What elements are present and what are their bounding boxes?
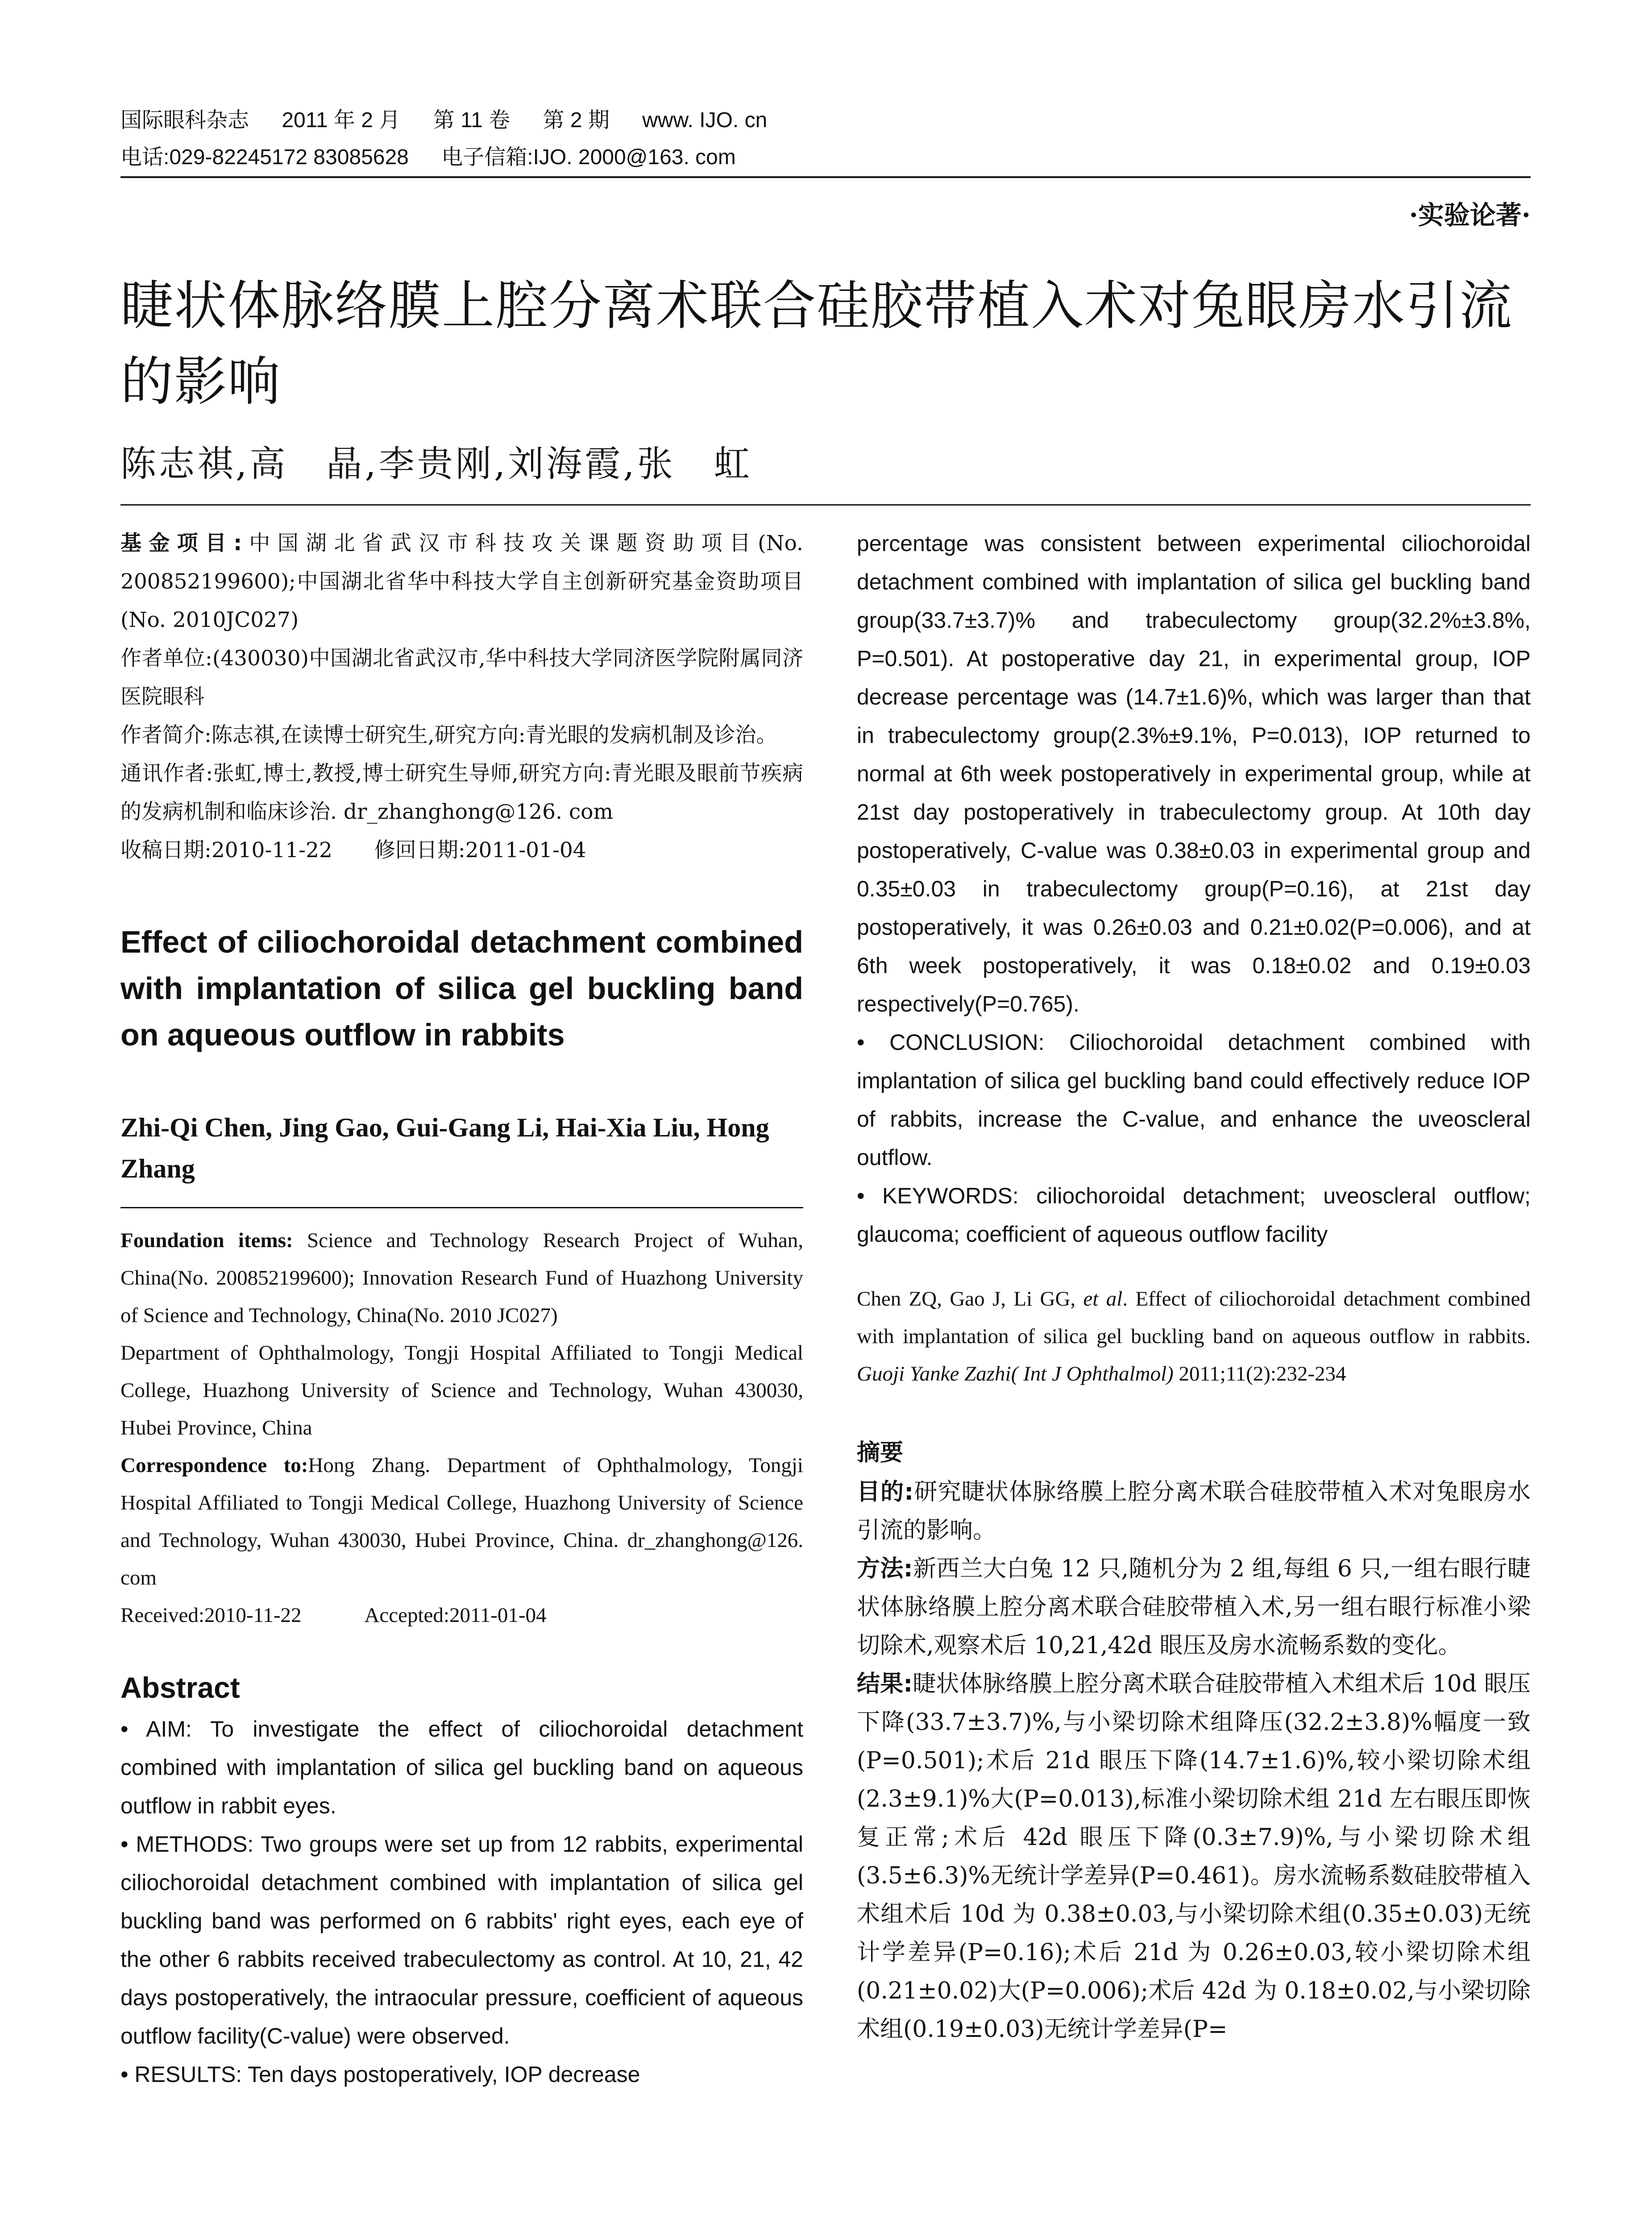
correspondence-cn: 通讯作者:张虹,博士,教授,博士研究生导师,研究方向:青光眼及眼前节疾病的发病机制和临床诊治. dr_zhanghong@126. com — [120, 761, 804, 824]
abstract-keywords: • KEYWORDS: ciliochoroidal detachment; uveoscleral outflow; glaucoma; coefficient of aqueous outflow facility — [857, 1183, 1531, 1247]
volume: 第 11 卷 — [433, 108, 511, 132]
author-bio-cn: 作者简介:陈志祺,在读博士研究生,研究方向:青光眼的发病机制及诊治。 — [120, 723, 777, 747]
title-rule — [120, 504, 1531, 506]
left-column — [120, 524, 803, 2094]
phone: 电话:029-82245172 83085628 — [120, 145, 409, 169]
authors-rule — [120, 1207, 803, 1208]
foundation-en: Foundation items: Science and Technology Research Project of Wuhan, China(No. 200852199600); Innovation Research Fund of Huazhong University of Science and Technology, China(No. 2010 JC027) — [120, 1229, 803, 1327]
journal-name: 国际眼科杂志 — [120, 108, 249, 132]
header-rule — [120, 176, 1531, 178]
abstract-heading: Abstract — [120, 1671, 240, 1704]
website: www. IJO. cn — [642, 108, 768, 132]
abstract-aim: • AIM: To investigate the effect of ciliochoroidal detachment combined with implantation of silica gel buckling band on aqueous outflow in rabbit eyes. — [120, 1717, 803, 1818]
article-title-cn: 睫状体脉络膜上腔分离术联合硅胶带植入术对兔眼房水引流的影响 — [120, 275, 1513, 412]
citation: Chen ZQ, Gao J, Li GG, et al. Effect of ciliochoroidal detachment combined with implantation of silica gel buckling band on aqueous outflow in rabbits. Guoji Yanke Zazhi( Int J Ophthalmol) 2011;11(2):232-234 — [857, 1287, 1531, 1385]
journal-header-line-2 — [120, 142, 1531, 173]
article-title-en: Effect of ciliochoroidal detachment combined with implantation of silica gel buckling band on aqueous outflow in rabbits — [120, 925, 803, 1052]
abstract-cn-methods: 方法:新西兰大白兔 12 只,随机分为 2 组,每组 6 只,一组右眼行睫状体脉络膜上腔分离术联合硅胶带植入术,另一组右眼行标准小梁切除术,观察术后 10,21,42d 眼压及房水流畅系数的变化。 — [857, 1555, 1531, 1659]
abstract-conclusion: • CONCLUSION: Ciliochoroidal detachment combined with implantation of silica gel buckling band could effectively reduce IOP of rabbits, increase the C-value, and enhance the uveoscleral outflow. — [857, 1030, 1531, 1170]
abstract-cn-purpose: 目的:研究睫状体脉络膜上腔分离术联合硅胶带植入术对兔眼房水引流的影响。 — [857, 1479, 1531, 1544]
journal-header-line-1 — [120, 105, 1531, 136]
foundation-cn: 基金项目:中国湖北省武汉市科技攻关课题资助项目(No. 200852199600);中国湖北省华中科技大学自主创新研究基金资助项目(No. 2010JC027) — [120, 531, 804, 632]
dates-en: Received:2010-11-22 Accepted:2011-01-04 — [120, 1604, 547, 1627]
issue: 第 2 期 — [543, 108, 610, 132]
correspondence-en: Correspondence to:Hong Zhang. Department of Ophthalmology, Tongji Hospital Affiliated to Tongji Medical College, Huazhong University of Science and Technology, Wuhan 430030, Hubei Province, China. dr_zhanghong@126. com — [120, 1454, 803, 1589]
abstract-results-cont: percentage was consistent between experimental ciliochoroidal detachment combined with implantation of silica gel buckling band group(33.7±3.7)% and trabeculectomy group(32.2%±3.8%, P=0.501). At postoperative day 21, in experimental group, IOP decrease percentage was (14.7±1.6)%, which was larger than that in trabeculectomy group(2.3%±9.1%, P=0.013), IOP returned to normal at 6th week postoperatively in experimental group, while at 21st day postoperatively in trabeculectomy group. At 10th day postoperatively, C-value was 0.38±0.03 in experimental group and 0.35±0.03 in trabeculectomy group(P=0.16), at 21st day postoperatively, it was 0.26±0.03 and 0.21±0.02(P=0.006), and at 6th week postoperatively, it was 0.18±0.02 and 0.19±0.03 respectively(P=0.765). — [857, 531, 1531, 1016]
issue-date: 2011 年 2 月 — [282, 108, 401, 132]
email: 电子信箱:IJO. 2000@163. com — [441, 145, 736, 169]
authors-cn: 陈志祺,高 晶,李贵刚,刘海霞,张 虹 — [120, 443, 752, 485]
affiliation-cn: 作者单位:(430030)中国湖北省武汉市,华中科技大学同济医学院附属同济医院眼科 — [120, 646, 803, 709]
department-en: Department of Ophthalmology, Tongji Hospital Affiliated to Tongji Medical College, Huazhong University of Science and Technology, Wuhan 430030, Hubei Province, China — [120, 1341, 803, 1439]
section-label: ·实验论著· — [1409, 200, 1531, 230]
authors-en: Zhi-Qi Chen, Jing Gao, Gui-Gang Li, Hai-Xia Liu, Hong Zhang — [120, 1113, 769, 1183]
abstract-results-start: • RESULTS: Ten days postoperatively, IOP decrease — [120, 2062, 640, 2087]
abstract-methods: • METHODS: Two groups were set up from 12 rabbits, experimental ciliochoroidal detachment combined with implantation of silica gel buckling band was performed on 6 rabbits' right eyes, each eye of the other 6 rabbits received trabeculectomy as control. At 10, 21, 42 days postoperatively, the intraocular pressure, coefficient of aqueous outflow facility(C-value) were observed. — [120, 1832, 803, 2049]
abstract-cn-results: 结果:睫状体脉络膜上腔分离术联合硅胶带植入术组术后 10d 眼压下降(33.7±3.7)%,与小梁切除术组降压(32.2±3.8)%幅度一致(P=0.501);术后 21d 眼压下降(14.7±1.6)%,较小梁切除术组(2.3±9.1)%大(P=0.013),标准小梁切除术组 21d 左右眼压即恢复正常;术后 42d 眼压下降(0.3±7.9)%,与小梁切除术组(3.5±6.3)%无统计学差异(P=0.461)。房水流畅系数硅胶带植入术组术后 10d 为 0.38±0.03,与小梁切除术组(0.35±0.03)无统计学差异(P=0.16);术后 21d 为 0.26±0.03,较小梁切除术组(0.21±0.02)大(P=0.006);术后 42d 为 0.18±0.02,与小梁切除术组(0.19±0.03)无统计学差异(P= — [857, 1671, 1531, 2043]
right-column — [857, 524, 1531, 2049]
abstract-cn-heading: 摘要 — [857, 1439, 904, 1466]
dates-cn: 收稿日期:2010-11-22 修回日期:2011-01-04 — [120, 838, 586, 863]
